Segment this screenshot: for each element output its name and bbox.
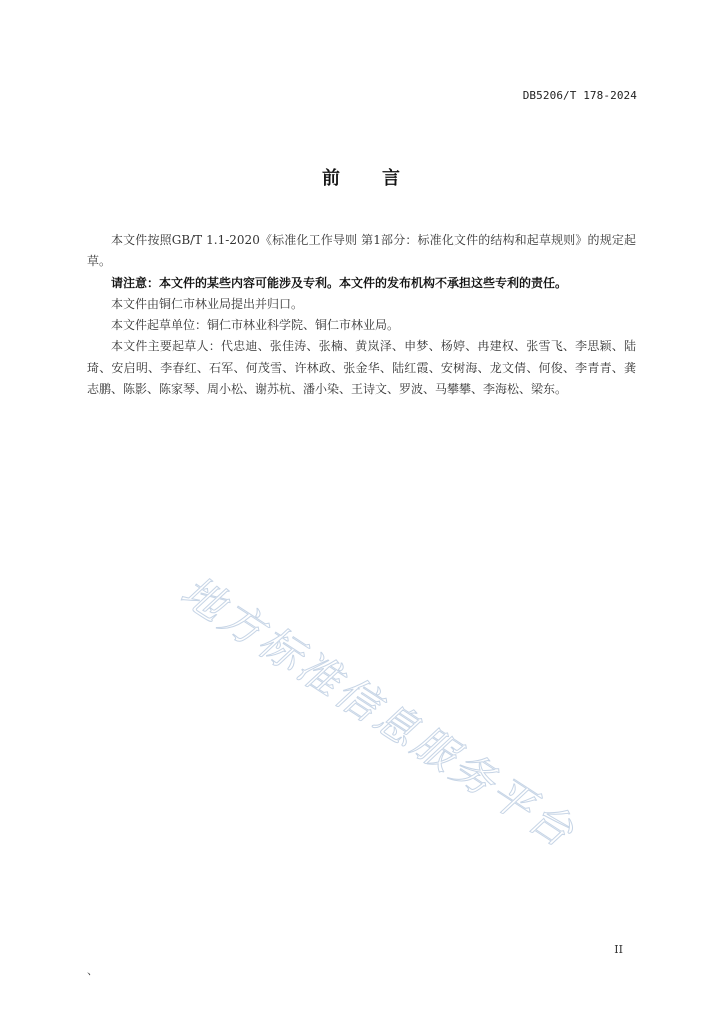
paragraph-patent-notice: 请注意：本文件的某些内容可能涉及专利。本文件的发布机构不承担这些专利的责任。 [111,275,568,290]
corner-mark: 、 [87,964,98,977]
page-title: 前 言 [322,168,402,189]
paragraph-drafting-units: 本文件起草单位：铜仁市林业科学院、铜仁市林业局。 [111,318,400,333]
watermark: 地方标准信息服务平台 [172,566,585,858]
foreword-body [87,230,636,400]
document-code: DB5206/T 178-2024 [522,89,637,102]
page-number: II [614,943,623,956]
paragraph-proposer: 本文件由铜仁市林业局提出并归口。 [111,296,304,311]
paragraph-drafters: 本文件主要起草人：代忠迪、张佳涛、张楠、黄岚泽、申梦、杨婷、冉建权、张雪飞、李思颖、陆琦、安启明、李春红、石军、何茂雪、许林政、张金华、陆红霞、安树海、龙文倩、何俊、李青青、龚志鹏、陈影、陈家琴、周小松、谢苏杭、潘小染、王诗文、罗波、马攀攀、李海松、梁东。 [87,339,636,397]
paragraph-drafting-rules: 本文件按照GB/T 1.1-2020《标准化工作导则 第1部分：标准化文件的结构和起草规则》的规定起草。 [87,233,636,269]
